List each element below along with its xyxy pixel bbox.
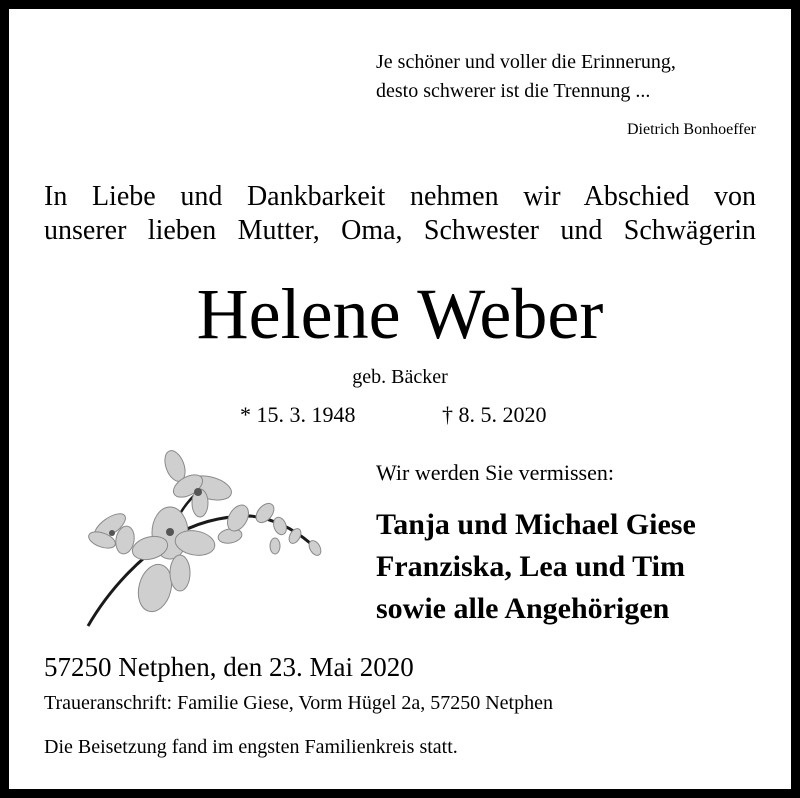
quote — [376, 48, 676, 106]
maiden-name: geb. Bäcker — [352, 366, 448, 388]
mourners-line-3: sowie alle Angehörigen — [376, 592, 670, 625]
quote-line-1: Je schöner und voller die Erinnerung, — [376, 51, 676, 73]
death-date: † 8. 5. 2020 — [442, 402, 547, 427]
mourners-list — [376, 504, 696, 630]
intro-line-1: In Liebe und Dankbarkeit nehmen wir Abschied von — [44, 181, 756, 212]
mourners-intro: Wir werden Sie vermissen: — [376, 460, 614, 485]
intro-text — [44, 180, 756, 248]
deceased-name: Helene Weber — [196, 274, 604, 354]
intro-line-2: unserer lieben Mutter, Oma, Schwester und Schwägerin — [44, 215, 756, 246]
mourning-address: Traueranschrift: Familie Giese, Vorm Hügel 2a, 57250 Netphen — [44, 692, 553, 714]
mourners-line-1: Tanja und Michael Giese — [376, 508, 696, 541]
place-date: 57250 Netphen, den 23. Mai 2020 — [44, 652, 414, 682]
mourners-line-2: Franziska, Lea und Tim — [376, 550, 685, 583]
orchid-icon — [70, 448, 340, 633]
birth-date: * 15. 3. 1948 — [240, 402, 356, 427]
funeral-note: Die Beisetzung fand im engsten Familienkreis statt. — [44, 736, 458, 758]
quote-line-2: desto schwerer ist die Trennung ... — [376, 80, 651, 102]
quote-author: Dietrich Bonhoeffer — [627, 121, 756, 138]
